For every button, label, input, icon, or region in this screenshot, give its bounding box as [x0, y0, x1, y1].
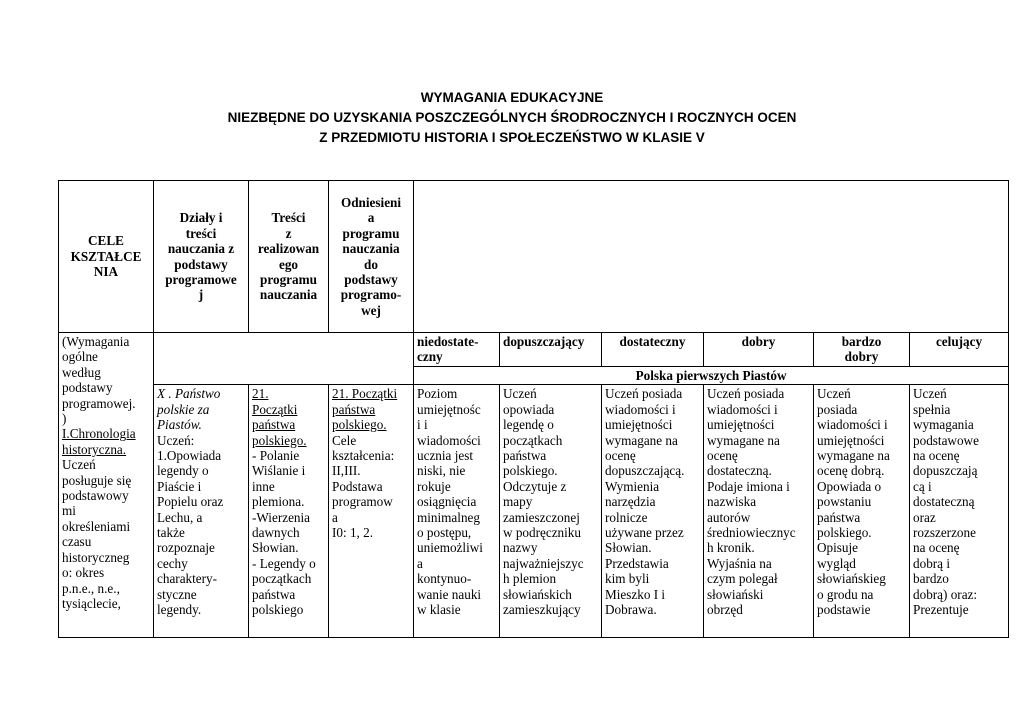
grade-dobry: dobry [704, 333, 814, 367]
section-title: Polska pierwszych Piastów [414, 367, 1009, 385]
grade-dopuszczajacy: dopuszczający [500, 333, 602, 367]
blank-merged-cell [154, 333, 414, 385]
document-title [0, 88, 1024, 148]
cele-description: Uczeń posługuje się podstawowy mi określeniami czasu historyczneg o: okres p.n.e., n.e., tysiąclecie, [62, 457, 132, 611]
odniesienia-content: Cele kształcenia: II,III. Podstawa programow a I0: 1, 2. [332, 432, 395, 541]
header-dzialy: Działy i treści nauczania z podstawy programowe j [154, 181, 249, 333]
odniesienia-title: 21. Początki państwa polskiego. [332, 386, 398, 433]
text-dobry: Uczeń posiada wiadomości i umiejętności wymagane na ocenę dostateczną. Podaje imiona i nazwiska autorów średniowiecznyc h kronik. Wyjaśnia na czym polegał słowiański obrzęd [704, 385, 814, 638]
text-dostateczny: Uczeń posiada wiadomości i umiejętności wymagane na ocenę dopuszczającą. Wymienia narzędzia rolnicze używane przez Słowian. Przedstawia kim byli Mieszko I i Dobrawa. [602, 385, 704, 638]
title-line-1: WYMAGANIA EDUKACYJNE [420, 90, 604, 105]
dzialy-content: Uczeń: 1.Opowiada legendy o Piaście i Popielu oraz Lechu, a także rozpoznaje cechy charaktery- styczne legendy. [157, 432, 224, 618]
header-odniesienia: Odniesieni a programu nauczania do podstawy programo- wej [329, 181, 414, 333]
dzialy-title: X . Państwo polskie za Piastów. [157, 386, 221, 433]
tresci-content: - Polanie Wiślanie i inne plemiona. -Wierzenia dawnych Słowian. - Legendy o początkach państwa polskiego [252, 448, 316, 618]
cele-chronology: I.Chronologia historyczna. [62, 426, 136, 457]
grade-celujacy: celujący [910, 333, 1009, 367]
text-dopuszczajacy: Uczeń opowiada legendę o początkach państwa polskiego. Odczytuje z mapy zamieszczonej w podręczniku nazwy najważniejszyc h plemion słowiańskich zamieszkujący [500, 385, 602, 638]
text-niedostateczny: Poziom umiejętnośc i i wiadomości ucznia jest niski, nie rokuje osiągnięcia minimalneg o postępu, uniemożliwi a kontynuo- wanie nauki w klasie [414, 385, 500, 638]
grade-bardzo-dobry: bardzo dobry [814, 333, 910, 367]
text-celujacy: Uczeń spełnia wymagania podstawowe na ocenę dopuszczają cą i dostateczną oraz rozszerzone na ocenę dobrą i bardzo dobrą) oraz: Prezentuje [910, 385, 1009, 638]
tresci-title: 21. Początki państwa polskiego. [252, 386, 307, 448]
dzialy-cell [154, 385, 249, 638]
tresci-cell [249, 385, 329, 638]
header-cele: CELE KSZTAŁCE NIA [59, 181, 154, 333]
title-line-2: NIEZBĘDNE DO UZYSKANIA POSZCZEGÓLNYCH ŚRODROCZNYCH I ROCZNYCH OCEN [227, 110, 797, 125]
cele-general: (Wymagania ogólne według podstawy programowej. ) [62, 334, 136, 427]
text-bardzo-dobry: Uczeń posiada wiadomości i umiejętności wymagane na ocenę dobrą. Opowiada o powstaniu państwa polskiego. Opisuje wygląd słowiańskieg o grodu na podstawie [814, 385, 910, 638]
header-tresci: Treści z realizowan ego programu nauczania [249, 181, 329, 333]
cele-cell [59, 333, 154, 638]
grade-dostateczny: dostateczny [602, 333, 704, 367]
grade-niedostateczny: niedostate- czny [414, 333, 500, 367]
title-line-3: Z PRZEDMIOTU HISTORIA I SPOŁECZEŃSTWO W KLASIE V [319, 130, 705, 145]
header-empty [414, 181, 1009, 333]
odniesienia-cell [329, 385, 414, 638]
requirements-table [58, 180, 1009, 638]
